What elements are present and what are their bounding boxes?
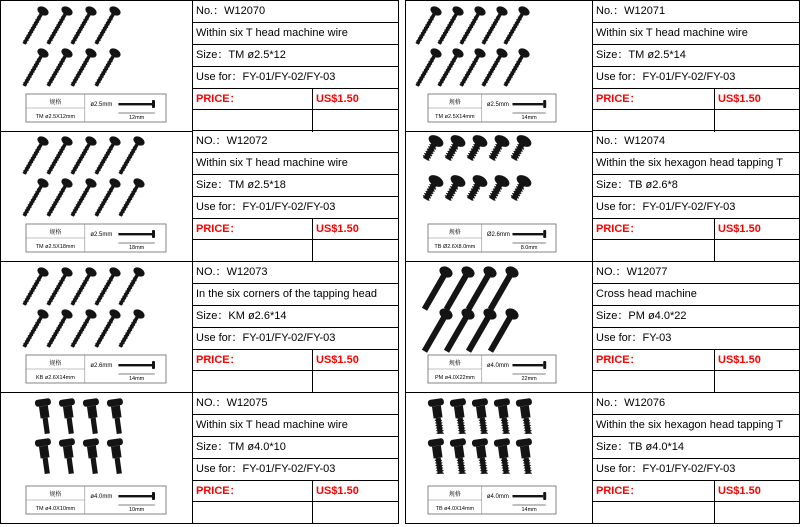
info-row — [593, 459, 799, 481]
spec-text: TB Ø2.6X8.0mm — [434, 244, 476, 250]
product-number-label: No.： — [596, 135, 625, 147]
price-label: PRICE： — [596, 354, 641, 366]
product-number-label: No.： — [596, 5, 625, 17]
size-value: TM ø4.0*10 — [228, 441, 286, 453]
size-label: Size： — [196, 310, 229, 322]
info-row — [193, 415, 399, 437]
spec-text: TM ø2.5X18mm — [35, 244, 76, 250]
info-row — [193, 67, 399, 89]
info-row — [593, 350, 799, 371]
size-label: Size： — [196, 49, 229, 61]
info-row — [593, 502, 799, 524]
product-number-label: No.： — [596, 397, 625, 409]
spec-text: TM ø2.5X12mm — [35, 114, 76, 120]
use-value: FY-01/FY-02/FY-03 — [642, 201, 736, 213]
size-value: PM ø4.0*22 — [628, 310, 687, 322]
screw-icon — [485, 173, 512, 204]
product-info-W12075 — [193, 393, 399, 524]
info-row — [593, 328, 799, 350]
screw-icon — [428, 438, 449, 475]
spec-length: 10mm — [128, 507, 145, 513]
size-label: Size： — [596, 441, 629, 453]
info-row — [593, 481, 799, 502]
info-row — [193, 23, 399, 45]
product-number: W12070 — [224, 5, 266, 17]
size-label: Size： — [596, 310, 629, 322]
screw-icon — [83, 398, 104, 435]
screw-icon — [507, 173, 534, 204]
info-row — [193, 153, 399, 175]
product-number-label: NO.： — [196, 397, 227, 409]
info-row — [193, 197, 399, 219]
product-name: Within six T head machine wire — [196, 27, 348, 39]
screw-icon — [35, 438, 56, 475]
screw-icon — [19, 47, 50, 89]
info-row — [593, 240, 799, 262]
product-image-W12071 — [405, 0, 593, 132]
product-name: Within the six hexagon head tapping T — [596, 419, 783, 431]
info-row — [193, 371, 399, 393]
screw-illustration — [406, 393, 592, 523]
price-label: PRICE： — [596, 93, 641, 105]
info-row — [193, 350, 399, 371]
screw-icon — [450, 398, 471, 435]
blank-cell-divider — [312, 371, 316, 393]
product-image-W12076 — [405, 393, 593, 524]
screw-icon — [428, 398, 449, 435]
screw-icon — [463, 173, 490, 204]
product-name: Within six T head machine wire — [196, 419, 348, 431]
screw-icon — [107, 398, 128, 435]
product-info-W12076 — [593, 393, 800, 524]
screw-icon — [507, 133, 534, 164]
screw-icon — [35, 398, 56, 435]
spec-heading: 规格 — [49, 230, 62, 236]
use-label: Use for： — [596, 332, 643, 344]
screw-illustration — [1, 262, 192, 392]
info-row — [593, 415, 799, 437]
screw-icon — [441, 133, 468, 164]
spec-diameter: ø2.5mm — [90, 232, 113, 238]
info-row — [593, 219, 799, 240]
use-value: FY-03 — [642, 332, 672, 344]
product-number: W12075 — [226, 397, 268, 409]
product-number: W12074 — [624, 135, 666, 147]
price-value: US$1.50 — [714, 89, 761, 109]
spec-diameter: ø2.6mm — [90, 363, 113, 369]
screw-icon — [494, 438, 515, 475]
price-label: PRICE： — [196, 485, 241, 497]
product-info-W12073 — [193, 262, 399, 393]
price-label: PRICE： — [196, 354, 241, 366]
info-row — [193, 45, 399, 67]
product-info-W12072 — [193, 131, 399, 262]
product-image-W12072 — [0, 131, 193, 262]
info-row — [593, 437, 799, 459]
product-info-W12077 — [593, 262, 800, 393]
product-number: W12076 — [624, 397, 666, 409]
spec-text: PM ø4.0X22mm — [435, 375, 475, 381]
column-separator — [399, 0, 405, 527]
spec-length: 14mm — [521, 115, 537, 121]
info-row — [593, 153, 799, 175]
product-info-W12074 — [593, 131, 800, 262]
product-number-label: NO.： — [596, 266, 627, 278]
product-info-W12070 — [193, 0, 399, 131]
screw-icon — [494, 398, 515, 435]
size-value: TB ø2.6*8 — [628, 179, 678, 191]
info-row — [593, 89, 799, 110]
size-value: TM ø2.5*12 — [228, 49, 286, 61]
info-row — [593, 175, 799, 197]
spec-length: 22mm — [521, 376, 537, 382]
screw-icon — [19, 135, 50, 177]
info-row — [193, 393, 399, 415]
spec-length: 8.0mm — [520, 245, 538, 251]
product-number-label: NO.： — [196, 266, 227, 278]
spec-length: 14mm — [128, 376, 145, 382]
price-value: US$1.50 — [312, 350, 359, 370]
info-row — [593, 67, 799, 89]
use-value: FY-01/FY-02/FY-03 — [242, 463, 336, 475]
info-row — [193, 328, 399, 350]
blank-cell-divider — [312, 240, 316, 262]
info-row — [593, 131, 799, 153]
info-row — [193, 1, 399, 23]
blank-cell-divider — [312, 110, 316, 132]
screw-icon — [463, 133, 490, 164]
spec-diameter: ø4.0mm — [486, 494, 509, 500]
product-name: Within six T head machine wire — [196, 157, 348, 169]
size-value: TM ø2.5*18 — [228, 179, 286, 191]
blank-cell-divider — [714, 371, 718, 393]
price-value: US$1.50 — [714, 350, 761, 370]
price-value: US$1.50 — [312, 89, 359, 109]
info-row — [593, 371, 799, 393]
price-label: PRICE： — [596, 485, 641, 497]
info-row — [593, 197, 799, 219]
product-image-W12075 — [0, 393, 193, 524]
size-label: Size： — [196, 179, 229, 191]
info-row — [193, 110, 399, 132]
price-value: US$1.50 — [312, 219, 359, 239]
size-value: TM ø2.5*14 — [628, 49, 686, 61]
spec-diameter: Ø2.6mm — [486, 232, 510, 238]
info-row — [193, 502, 399, 524]
product-name: Within the six hexagon head tapping T — [596, 157, 783, 169]
screw-icon — [450, 438, 471, 475]
use-label: Use for： — [596, 201, 643, 213]
size-label: Size： — [596, 179, 629, 191]
spec-heading: 规格 — [49, 361, 62, 367]
info-row — [193, 284, 399, 306]
info-row — [593, 262, 799, 284]
blank-cell-divider — [312, 502, 316, 524]
info-row — [193, 131, 399, 153]
info-row — [193, 240, 399, 262]
product-name: In the six corners of the tapping head — [196, 288, 378, 300]
product-number: W12077 — [626, 266, 668, 278]
screw-icon — [59, 438, 80, 475]
use-label: Use for： — [196, 463, 243, 475]
screw-icon — [441, 173, 468, 204]
screw-icon — [19, 5, 50, 47]
spec-text: KB ø2.6X14mm — [35, 375, 75, 381]
use-value: FY-01/FY-02/FY-03 — [642, 463, 736, 475]
info-row — [593, 284, 799, 306]
screw-illustration — [406, 131, 592, 261]
spec-heading: 规格 — [448, 230, 461, 236]
info-row — [193, 459, 399, 481]
info-row — [593, 110, 799, 132]
use-value: FY-01/FY-02/FY-03 — [242, 332, 336, 344]
info-row — [593, 1, 799, 23]
price-value: US$1.50 — [714, 219, 761, 239]
product-info-W12071 — [593, 0, 800, 131]
spec-diameter: ø4.0mm — [90, 494, 113, 500]
spec-diameter: ø2.5mm — [90, 102, 113, 108]
product-number-label: No.： — [196, 5, 225, 17]
blank-cell-divider — [714, 240, 718, 262]
price-value: US$1.50 — [714, 481, 761, 501]
use-value: FY-01/FY-02/FY-03 — [642, 71, 736, 83]
product-number: W12072 — [226, 135, 268, 147]
screw-illustration — [1, 393, 192, 523]
info-row — [193, 306, 399, 328]
spec-text: TM ø2.5X14mm — [435, 114, 475, 120]
product-image-W12070 — [0, 0, 193, 132]
spec-text: TB ø4.0X14mm — [435, 506, 475, 512]
product-number: W12071 — [624, 5, 666, 17]
spec-diameter: ø2.5mm — [486, 102, 509, 108]
screw-icon — [516, 438, 537, 475]
screw-icon — [59, 398, 80, 435]
use-value: FY-01/FY-02/FY-03 — [242, 201, 336, 213]
product-name: Within six T head machine wire — [596, 27, 748, 39]
info-row — [193, 89, 399, 110]
info-row — [193, 262, 399, 284]
spec-heading: 规格 — [49, 492, 62, 498]
blank-cell-divider — [714, 502, 718, 524]
info-row — [593, 23, 799, 45]
screw-icon — [516, 398, 537, 435]
info-row — [593, 45, 799, 67]
spec-heading: 规格 — [448, 492, 461, 498]
info-row — [593, 393, 799, 415]
spec-length: 18mm — [128, 245, 145, 251]
use-label: Use for： — [196, 332, 243, 344]
spec-heading: 规格 — [49, 100, 62, 106]
info-row — [593, 306, 799, 328]
spec-diameter: ø4.0mm — [486, 363, 509, 369]
screw-icon — [19, 266, 50, 308]
screw-icon — [419, 173, 446, 204]
size-label: Size： — [196, 441, 229, 453]
size-label: Size： — [596, 49, 629, 61]
product-image-W12077 — [405, 262, 593, 393]
product-number-label: NO.： — [196, 135, 227, 147]
use-label: Use for： — [596, 463, 643, 475]
screw-illustration — [406, 1, 592, 131]
screw-illustration — [1, 1, 192, 131]
blank-cell-divider — [714, 110, 718, 132]
price-label: PRICE： — [196, 223, 241, 235]
product-image-W12073 — [0, 262, 193, 393]
use-label: Use for： — [196, 71, 243, 83]
info-row — [193, 481, 399, 502]
screw-icon — [83, 438, 104, 475]
size-value: KM ø2.6*14 — [228, 310, 287, 322]
product-name: Cross head machine — [596, 288, 697, 300]
product-image-W12074 — [405, 131, 593, 262]
use-label: Use for： — [196, 201, 243, 213]
screw-illustration — [1, 131, 192, 261]
screw-icon — [472, 398, 493, 435]
price-label: PRICE： — [596, 223, 641, 235]
price-label: PRICE： — [196, 93, 241, 105]
info-row — [193, 175, 399, 197]
screw-illustration — [406, 262, 592, 392]
spec-heading: 规格 — [448, 361, 461, 367]
screw-icon — [419, 133, 446, 164]
use-value: FY-01/FY-02/FY-03 — [242, 71, 336, 83]
screw-icon — [107, 438, 128, 475]
screw-icon — [19, 177, 50, 219]
spec-length: 14mm — [521, 507, 537, 513]
use-label: Use for： — [596, 71, 643, 83]
screw-icon — [485, 133, 512, 164]
spec-length: 12mm — [128, 115, 145, 121]
screw-icon — [472, 438, 493, 475]
info-row — [193, 219, 399, 240]
screw-icon — [19, 308, 50, 350]
spec-text: TM ø4.0X10mm — [35, 506, 76, 512]
size-value: TB ø4.0*14 — [628, 441, 685, 453]
price-value: US$1.50 — [312, 481, 359, 501]
spec-heading: 规格 — [448, 100, 461, 106]
info-row — [193, 437, 399, 459]
product-number: W12073 — [226, 266, 268, 278]
